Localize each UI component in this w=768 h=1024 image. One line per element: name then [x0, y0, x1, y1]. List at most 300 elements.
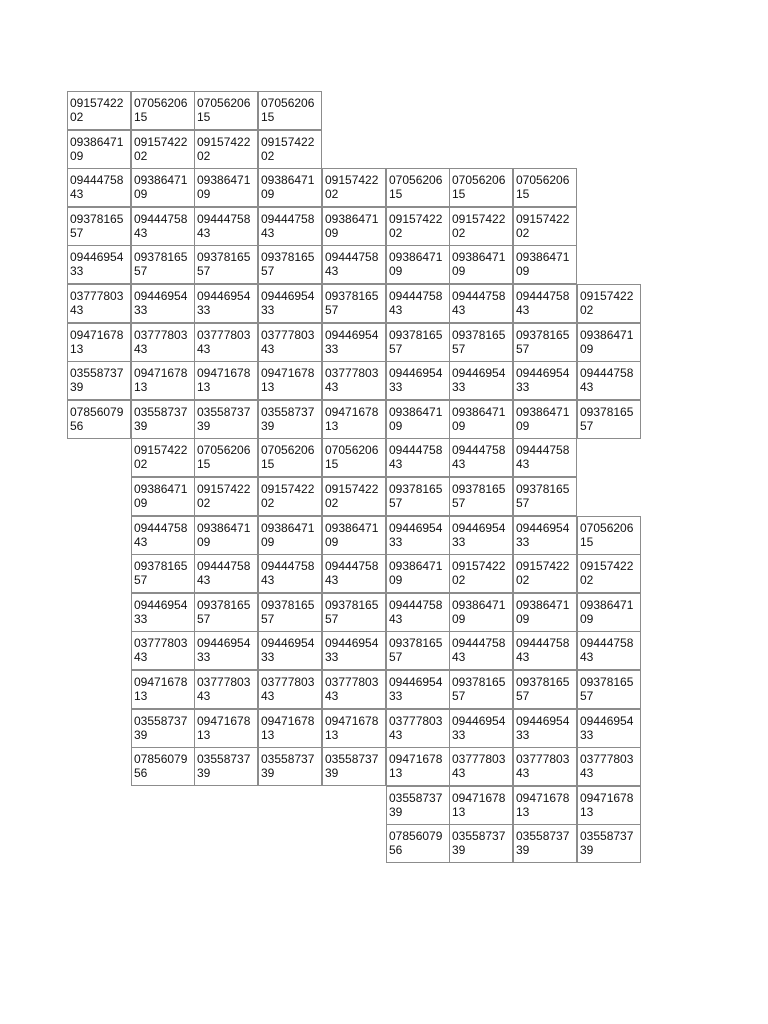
number-cell-line-1: 09157422: [261, 135, 315, 149]
number-cell-line-1: 09446954: [134, 289, 188, 303]
number-cell-line-1: 03777803: [261, 328, 315, 342]
number-cell-line-2: 02: [452, 226, 466, 240]
number-cell-line-2: 09: [580, 612, 594, 626]
number-cell-line-1: 09378165: [580, 405, 634, 419]
number-cell-line-2: 57: [197, 264, 211, 278]
number-cell-line-2: 33: [516, 728, 530, 742]
number-cell: [513, 593, 577, 632]
number-cell-line-2: 43: [261, 342, 275, 356]
number-cell-line-2: 57: [261, 264, 275, 278]
number-cell-line-1: 07056206: [197, 443, 251, 457]
number-cell-line-1: 09386471: [197, 173, 251, 187]
number-cell-line-2: 43: [516, 650, 530, 664]
number-cell: [449, 400, 513, 439]
number-cell-line-1: 09378165: [70, 212, 124, 226]
number-cell: [131, 747, 195, 786]
number-cell: [386, 323, 450, 362]
number-cell-line-1: 09471678: [325, 405, 379, 419]
number-cell: [322, 554, 386, 593]
number-cell-line-2: 43: [580, 650, 594, 664]
number-cell: [194, 438, 258, 477]
number-cell-line-1: 09471678: [580, 791, 634, 805]
number-cell-line-1: 09386471: [516, 405, 570, 419]
number-cell-line-2: 09: [389, 419, 403, 433]
number-cell-line-1: 09446954: [134, 598, 188, 612]
number-cell-line-1: 09386471: [261, 521, 315, 535]
number-cell: [194, 130, 258, 169]
number-cell: [194, 747, 258, 786]
number-cell-line-1: 09446954: [197, 636, 251, 650]
number-cell-line-1: 09378165: [261, 250, 315, 264]
number-cell-line-1: 09446954: [452, 366, 506, 380]
number-cell-line-2: 15: [516, 187, 530, 201]
number-cell-line-1: 09444758: [197, 559, 251, 573]
number-cell-line-1: 09378165: [452, 482, 506, 496]
number-cell-line-1: 07056206: [261, 96, 315, 110]
number-cell: [194, 477, 258, 516]
number-cell-line-1: 09157422: [325, 173, 379, 187]
number-cell-line-1: 09386471: [134, 173, 188, 187]
number-cell-line-1: 09444758: [389, 289, 443, 303]
number-cell-line-1: 07856079: [134, 752, 188, 766]
number-cell: [131, 245, 195, 284]
number-cell-line-2: 43: [261, 226, 275, 240]
number-cell-line-1: 03558737: [516, 829, 570, 843]
number-cell-line-2: 13: [452, 805, 466, 819]
number-cell-line-2: 43: [325, 380, 339, 394]
number-cell: [386, 786, 450, 825]
number-cell: [513, 245, 577, 284]
number-cell: [131, 516, 195, 555]
number-cell-line-2: 43: [389, 728, 403, 742]
number-cell-line-2: 09: [325, 535, 339, 549]
number-cell: [322, 477, 386, 516]
number-cell: [194, 554, 258, 593]
number-cell-line-2: 43: [134, 226, 148, 240]
number-cell-line-2: 09: [134, 496, 148, 510]
number-cell-line-1: 03777803: [389, 714, 443, 728]
number-cell-line-1: 09386471: [452, 405, 506, 419]
number-cell: [258, 709, 322, 748]
number-cell: [322, 361, 386, 400]
number-cell: [258, 554, 322, 593]
number-cell: [194, 361, 258, 400]
number-cell-line-2: 33: [134, 303, 148, 317]
number-cell-line-1: 09471678: [452, 791, 506, 805]
number-cell: [386, 284, 450, 323]
number-cell-line-1: 09444758: [516, 636, 570, 650]
number-cell-line-1: 09157422: [261, 482, 315, 496]
number-cell-line-2: 09: [389, 573, 403, 587]
number-cell: [131, 400, 195, 439]
number-cell-line-1: 09446954: [261, 289, 315, 303]
number-cell: [577, 554, 641, 593]
number-cell-line-1: 09446954: [516, 714, 570, 728]
number-cell: [258, 438, 322, 477]
number-cell-line-2: 57: [452, 689, 466, 703]
number-cell: [322, 438, 386, 477]
number-cell-line-2: 02: [389, 226, 403, 240]
number-cell: [258, 670, 322, 709]
number-cell-line-1: 09378165: [516, 482, 570, 496]
number-cell: [194, 593, 258, 632]
number-cell-line-1: 09444758: [197, 212, 251, 226]
number-cell-line-1: 09471678: [261, 714, 315, 728]
number-cell-line-2: 15: [325, 457, 339, 471]
number-cell: [513, 207, 577, 246]
number-cell-line-1: 09378165: [580, 675, 634, 689]
number-cell: [449, 168, 513, 207]
number-cell-line-1: 09446954: [452, 521, 506, 535]
number-cell: [513, 284, 577, 323]
number-cell: [258, 516, 322, 555]
number-cell-line-1: 09471678: [134, 675, 188, 689]
number-cell-line-1: 09444758: [580, 366, 634, 380]
number-cell-line-2: 15: [261, 457, 275, 471]
number-cell: [258, 130, 322, 169]
number-cell: [322, 516, 386, 555]
number-cell: [513, 747, 577, 786]
number-cell-line-1: 09444758: [134, 212, 188, 226]
number-cell-line-1: 09378165: [516, 328, 570, 342]
number-cell-line-2: 33: [261, 303, 275, 317]
number-cell-line-2: 57: [325, 612, 339, 626]
number-cell: [513, 824, 577, 863]
number-cell-line-2: 56: [134, 766, 148, 780]
number-cell: [449, 824, 513, 863]
number-cell: [194, 207, 258, 246]
number-cell-line-2: 02: [452, 573, 466, 587]
number-cell-line-2: 13: [325, 419, 339, 433]
number-cell: [386, 747, 450, 786]
number-cell: [386, 824, 450, 863]
number-cell-line-1: 09444758: [70, 173, 124, 187]
number-cell: [131, 323, 195, 362]
number-cell-line-1: 07056206: [325, 443, 379, 457]
number-cell-line-1: 09446954: [452, 714, 506, 728]
number-cell-line-2: 02: [197, 496, 211, 510]
number-cell: [577, 361, 641, 400]
number-cell-line-2: 43: [389, 303, 403, 317]
number-cell: [449, 554, 513, 593]
number-cell-line-1: 09471678: [134, 366, 188, 380]
number-cell-line-1: 09386471: [580, 598, 634, 612]
number-cell-line-1: 03777803: [134, 328, 188, 342]
number-cell: [258, 400, 322, 439]
number-cell: [131, 438, 195, 477]
number-cell-line-2: 33: [197, 650, 211, 664]
number-cell-line-1: 09444758: [325, 559, 379, 573]
number-cell: [131, 207, 195, 246]
number-cell-line-2: 33: [325, 650, 339, 664]
number-cell-line-2: 43: [389, 457, 403, 471]
number-cell: [67, 91, 131, 130]
number-cell-line-2: 43: [197, 689, 211, 703]
number-cell: [258, 91, 322, 130]
number-cell: [322, 323, 386, 362]
number-cell-line-2: 43: [134, 650, 148, 664]
number-cell: [194, 400, 258, 439]
number-cell-line-1: 03558737: [325, 752, 379, 766]
number-cell-line-2: 02: [516, 226, 530, 240]
number-cell: [449, 438, 513, 477]
number-cell-line-1: 09386471: [261, 173, 315, 187]
number-cell-line-2: 57: [325, 303, 339, 317]
number-cell-line-1: 09444758: [452, 636, 506, 650]
number-cell-line-2: 57: [197, 612, 211, 626]
number-cell: [322, 400, 386, 439]
number-cell-line-2: 15: [389, 187, 403, 201]
number-cell-line-1: 09157422: [452, 559, 506, 573]
number-cell-line-2: 43: [70, 187, 84, 201]
number-cell-line-1: 09471678: [325, 714, 379, 728]
number-cell-line-2: 57: [389, 650, 403, 664]
number-cell-line-1: 09378165: [134, 559, 188, 573]
number-cell: [258, 361, 322, 400]
number-cell-line-1: 09378165: [389, 636, 443, 650]
number-cell-line-2: 39: [580, 843, 594, 857]
number-cell-line-1: 09157422: [452, 212, 506, 226]
number-cell-line-2: 56: [389, 843, 403, 857]
number-cell-line-1: 09378165: [261, 598, 315, 612]
number-cell-line-2: 13: [134, 689, 148, 703]
number-cell-line-2: 02: [325, 187, 339, 201]
number-cell: [258, 747, 322, 786]
number-cell: [322, 284, 386, 323]
number-cell-line-2: 43: [580, 766, 594, 780]
number-cell: [386, 245, 450, 284]
number-cell: [131, 631, 195, 670]
number-cell: [258, 207, 322, 246]
number-cell-line-2: 43: [452, 303, 466, 317]
number-cell-line-1: 09157422: [134, 443, 188, 457]
number-cell: [449, 323, 513, 362]
number-cell-line-2: 57: [516, 496, 530, 510]
number-cell: [131, 477, 195, 516]
number-cell: [513, 400, 577, 439]
number-cell-line-1: 09444758: [516, 443, 570, 457]
number-cell-line-2: 33: [389, 380, 403, 394]
number-cell-line-2: 39: [261, 766, 275, 780]
number-cell: [131, 361, 195, 400]
number-cell-line-1: 09444758: [452, 289, 506, 303]
number-cell-line-1: 09446954: [389, 675, 443, 689]
number-cell-line-2: 02: [580, 303, 594, 317]
number-cell: [131, 593, 195, 632]
number-cell: [513, 631, 577, 670]
number-cell: [449, 284, 513, 323]
number-cell-line-1: 09444758: [389, 598, 443, 612]
number-cell-line-1: 03777803: [134, 636, 188, 650]
number-cell-line-1: 03777803: [325, 366, 379, 380]
number-cell-line-2: 39: [452, 843, 466, 857]
number-cell: [386, 670, 450, 709]
number-cell: [258, 245, 322, 284]
number-cell-line-2: 09: [516, 419, 530, 433]
number-cell-line-2: 09: [580, 342, 594, 356]
number-cell-line-2: 13: [580, 805, 594, 819]
number-cell: [386, 400, 450, 439]
number-cell-line-2: 43: [389, 612, 403, 626]
number-cell-line-2: 43: [516, 766, 530, 780]
number-cell-line-2: 39: [261, 419, 275, 433]
number-cell-line-2: 15: [580, 535, 594, 549]
number-cell-line-1: 03558737: [197, 752, 251, 766]
number-cell-line-1: 09444758: [325, 250, 379, 264]
number-cell-line-2: 57: [516, 689, 530, 703]
number-cell-line-1: 09444758: [389, 443, 443, 457]
number-cell: [322, 709, 386, 748]
number-cell: [449, 747, 513, 786]
number-cell-line-1: 07056206: [516, 173, 570, 187]
number-cell: [577, 670, 641, 709]
number-cell-line-2: 33: [516, 535, 530, 549]
number-cell: [131, 130, 195, 169]
number-cell-line-1: 09471678: [389, 752, 443, 766]
number-cell-line-2: 02: [134, 457, 148, 471]
number-cell-line-2: 02: [261, 496, 275, 510]
number-cell-line-2: 02: [516, 573, 530, 587]
number-cell-line-2: 09: [452, 419, 466, 433]
number-cell-line-1: 09378165: [134, 250, 188, 264]
number-cell: [194, 168, 258, 207]
number-cell-line-1: 09386471: [389, 250, 443, 264]
number-cell-line-1: 09444758: [516, 289, 570, 303]
number-cell-line-1: 09378165: [516, 675, 570, 689]
number-cell-line-1: 09446954: [389, 366, 443, 380]
number-cell-line-2: 09: [261, 187, 275, 201]
number-cell: [577, 824, 641, 863]
number-cell-line-2: 02: [134, 149, 148, 163]
number-cell-line-1: 09157422: [580, 559, 634, 573]
number-cell-line-2: 39: [197, 419, 211, 433]
number-cell-line-2: 09: [197, 535, 211, 549]
number-cell: [386, 554, 450, 593]
number-cell: [449, 477, 513, 516]
number-cell-line-1: 03558737: [452, 829, 506, 843]
number-cell-line-2: 13: [389, 766, 403, 780]
number-cell-line-1: 09378165: [389, 328, 443, 342]
number-cell-line-2: 13: [70, 342, 84, 356]
number-cell-line-2: 13: [197, 728, 211, 742]
number-cell-line-1: 09471678: [516, 791, 570, 805]
number-cell-line-1: 03777803: [197, 675, 251, 689]
number-cell-line-2: 09: [452, 612, 466, 626]
number-cell: [577, 709, 641, 748]
number-cell-line-1: 03558737: [134, 714, 188, 728]
number-cell-line-2: 57: [70, 226, 84, 240]
number-cell-line-1: 03777803: [580, 752, 634, 766]
number-cell: [258, 284, 322, 323]
number-cell-line-1: 07056206: [197, 96, 251, 110]
number-cell: [131, 284, 195, 323]
number-cell-line-2: 33: [325, 342, 339, 356]
number-cell: [513, 554, 577, 593]
number-cell-line-2: 09: [134, 187, 148, 201]
number-cell-line-1: 09378165: [197, 598, 251, 612]
number-cell-line-2: 43: [134, 342, 148, 356]
number-cell-line-1: 03777803: [197, 328, 251, 342]
number-cell-line-1: 09386471: [389, 405, 443, 419]
number-cell-line-2: 15: [197, 110, 211, 124]
number-cell-line-2: 43: [261, 689, 275, 703]
number-cell-line-1: 07856079: [389, 829, 443, 843]
number-cell-line-2: 15: [261, 110, 275, 124]
number-cell: [131, 554, 195, 593]
number-cell: [322, 631, 386, 670]
number-cell-line-2: 09: [389, 264, 403, 278]
number-cell: [577, 631, 641, 670]
number-cell: [386, 516, 450, 555]
number-cell: [194, 670, 258, 709]
number-cell-line-1: 09386471: [325, 212, 379, 226]
number-cell: [67, 130, 131, 169]
number-cell-line-2: 39: [325, 766, 339, 780]
number-cell: [449, 361, 513, 400]
number-cell-line-2: 13: [261, 728, 275, 742]
number-cell-line-1: 09446954: [197, 289, 251, 303]
number-cell-line-1: 09471678: [197, 714, 251, 728]
number-cell-line-2: 09: [197, 187, 211, 201]
number-cell: [577, 323, 641, 362]
number-cell-line-1: 09157422: [134, 135, 188, 149]
number-cell-line-2: 09: [516, 264, 530, 278]
number-cell: [449, 786, 513, 825]
number-cell-line-1: 09444758: [134, 521, 188, 535]
number-cell-line-2: 02: [261, 149, 275, 163]
number-cell: [513, 709, 577, 748]
number-cell-line-2: 33: [134, 612, 148, 626]
number-cell-line-2: 43: [197, 342, 211, 356]
number-cell: [258, 323, 322, 362]
number-cell-line-1: 09446954: [325, 328, 379, 342]
number-cell: [449, 631, 513, 670]
number-cell-line-1: 09378165: [325, 598, 379, 612]
number-cell-line-2: 02: [580, 573, 594, 587]
number-cell-line-1: 09386471: [452, 250, 506, 264]
number-cell-line-2: 56: [70, 419, 84, 433]
number-cell: [449, 670, 513, 709]
number-cell-line-2: 09: [70, 149, 84, 163]
number-cell: [386, 207, 450, 246]
number-cell: [386, 168, 450, 207]
number-cell: [513, 516, 577, 555]
number-cell: [577, 786, 641, 825]
number-cell-line-2: 57: [452, 496, 466, 510]
number-cell-line-1: 09157422: [516, 559, 570, 573]
number-cell-line-1: 03777803: [452, 752, 506, 766]
number-cell-line-2: 33: [452, 380, 466, 394]
number-cell-line-1: 09386471: [197, 521, 251, 535]
number-cell: [513, 786, 577, 825]
number-cell: [131, 709, 195, 748]
number-cell: [67, 168, 131, 207]
number-cell: [386, 477, 450, 516]
number-cell-line-1: 09444758: [261, 212, 315, 226]
number-cell-line-1: 03777803: [516, 752, 570, 766]
number-cell-line-2: 57: [134, 573, 148, 587]
number-cell: [322, 168, 386, 207]
number-cell-line-2: 43: [325, 573, 339, 587]
number-cell-line-2: 43: [452, 766, 466, 780]
number-cell-line-1: 03777803: [261, 675, 315, 689]
number-cell-line-2: 13: [197, 380, 211, 394]
number-cell-line-2: 43: [325, 264, 339, 278]
number-cell-line-1: 03558737: [70, 366, 124, 380]
number-cell-line-2: 57: [516, 342, 530, 356]
number-cell: [131, 168, 195, 207]
number-cell: [386, 361, 450, 400]
